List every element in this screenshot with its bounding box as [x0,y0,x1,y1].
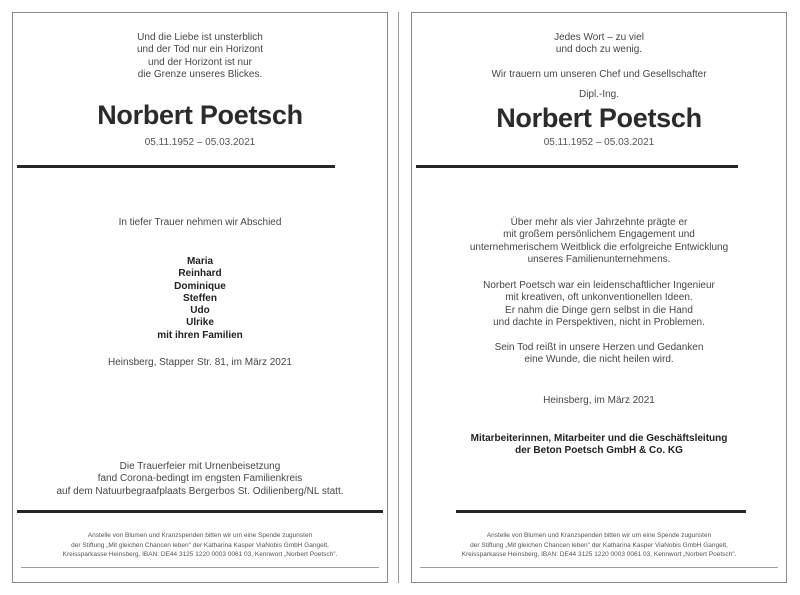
donation-line: Anstelle von Blumen und Kranzspenden bitten wir um eine Spende zugunsten [486,532,712,539]
place-date-block [13,357,387,369]
poem-block [13,32,387,81]
family-member: Reinhard [178,268,222,280]
poem-line: die Grenze unseres Blickes. [137,68,263,80]
heavy-divider [416,165,738,168]
poem-line: und der Tod nur ein Horizont [136,44,263,56]
signature-line: der Beton Poetsch GmbH & Co. KG [515,445,683,457]
paragraph-line: unseres Familienunternehmens. [527,253,671,265]
family-member: mit ihren Familien [157,329,243,341]
thin-bottom-divider [21,567,379,568]
dates-block [412,137,786,149]
tribute-paragraph-2 [412,280,786,329]
name-block [412,102,786,134]
paragraph-line: Er nahm die Dinge gern selbst in die Hand [505,304,693,316]
life-dates: 05.11.1952 – 05.03.2021 [543,137,655,148]
deceased-name: Norbert Poetsch [97,100,303,130]
paragraph-line: Norbert Poetsch war ein leidenschaftlicher Ingenieur [483,280,715,291]
signature-block [412,433,786,458]
tribute-paragraph-1 [412,217,786,266]
funeral-note-line: Die Trauerfeier mit Urnenbeisetzung [119,461,281,472]
obituary-card-company [411,12,787,583]
funeral-note-line: fand Corona-bedingt im engsten Familienkreis [97,473,303,485]
family-list [13,256,387,342]
poem-line: Und die Liebe ist unsterblich [137,32,263,43]
donation-note [412,531,786,560]
mourning-intro: In tiefer Trauer nehmen wir Abschied [118,217,282,228]
title-block [412,89,786,101]
tribute-paragraph-3 [412,342,786,367]
heavy-divider [17,165,335,168]
donation-line: der Stiftung „Mit gleichen Chancen leben" der Katharina Kasper ViaNobis GmbH Gangelt, [71,541,329,549]
poem-line: und der Horizont ist nur [148,56,252,68]
paragraph-line: unternehmerischem Weitblick die erfolgreiche Entwicklung [469,241,729,253]
paragraph-line: und dachte in Perspektiven, nicht in Problemen. [493,316,705,328]
place-date: Heinsberg, im März 2021 [543,395,655,406]
donation-line: der Stiftung „Mit gleichen Chancen leben" der Katharina Kasper ViaNobis GmbH Gangelt, [470,541,728,549]
donation-line: Kreissparkasse Heinsberg, IBAN: DE44 3125 1220 0003 0061 03, Kennwort „Norbert Poetsch". [62,551,338,558]
paragraph-line: eine Wunde, die nicht heilen wird. [524,354,674,366]
place-date-block [412,395,786,407]
quote-line: und doch zu wenig. [555,44,643,56]
mourning-intro: Wir trauern um unseren Chef und Gesellschafter [491,69,707,80]
thin-bottom-divider [420,567,778,568]
life-dates: 05.11.1952 – 05.03.2021 [144,137,256,148]
mourning-intro-block [13,217,387,229]
quote-block [412,32,786,57]
family-member: Udo [190,305,210,317]
signature-line: Mitarbeiterinnen, Mitarbeiter und die Geschäftsleitung [470,433,728,444]
academic-title: Dipl.-Ing. [578,89,619,100]
donation-line: Anstelle von Blumen und Kranzspenden bitten wir um eine Spende zugunsten [87,532,313,539]
family-member: Steffen [183,292,217,304]
donation-line: Kreissparkasse Heinsberg, IBAN: DE44 3125 1220 0003 0061 03, Kennwort „Norbert Poetsch". [461,551,737,558]
page-split-line [398,12,399,583]
family-member: Maria [186,256,214,267]
donation-note [13,531,387,560]
paragraph-line: mit großem persönlichem Engagement und [503,229,695,241]
paragraph-line: Sein Tod reißt in unsere Herzen und Gedanken [494,342,704,353]
paragraph-line: mit kreativen, oft unkonventionellen Ideen. [505,292,693,304]
paragraph-line: Über mehr als vier Jahrzehnte prägte er [510,217,688,228]
mourning-intro-block [412,69,786,81]
dates-block [13,137,387,149]
place-date: Heinsberg, Stapper Str. 81, im März 2021 [108,357,292,368]
heavy-divider-bottom [456,510,746,513]
funeral-note [13,461,387,498]
obituary-card-family [12,12,388,583]
family-member: Ulrike [186,317,214,329]
name-block [13,99,387,131]
heavy-divider-bottom [17,510,383,513]
family-member: Dominique [174,280,226,292]
quote-line: Jedes Wort – zu viel [554,32,644,43]
funeral-note-line: auf dem Natuurbegraafplaats Bergerbos St. Odilienberg/NL statt. [56,485,344,497]
deceased-name: Norbert Poetsch [496,103,702,133]
